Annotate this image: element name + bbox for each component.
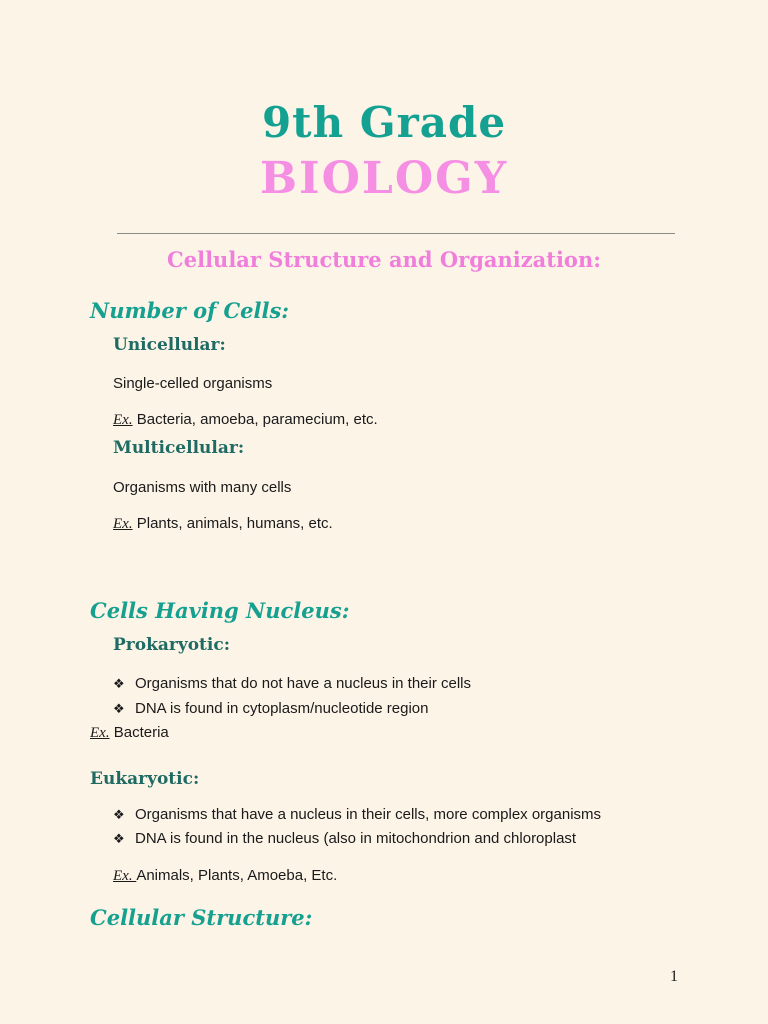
multicellular-example: [113, 515, 333, 533]
example-label: Ex.: [113, 516, 133, 532]
list-item: [113, 700, 429, 717]
list-item: [113, 675, 471, 692]
diamond-bullet-icon: ❖: [113, 702, 125, 717]
list-item-text: Organisms that do not have a nucleus in their cells: [135, 675, 472, 692]
page-number: 1: [670, 968, 678, 985]
subheading-eukaryotic: Eukaryotic:: [90, 769, 200, 789]
unicellular-example: [113, 411, 378, 429]
section-title: Cellular Structure and Organization:: [167, 247, 601, 272]
diamond-bullet-icon: ❖: [113, 808, 125, 823]
subheading-multicellular: Multicellular:: [113, 438, 245, 458]
eukaryotic-example: [113, 867, 337, 885]
list-item-text: DNA is found in the nucleus (also in mitochondrion and chloroplast: [135, 830, 577, 847]
example-label: Ex.: [113, 412, 133, 428]
multicellular-description: Organisms with many cells: [113, 479, 292, 496]
example-text: Bacteria, amoeba, paramecium, etc.: [132, 411, 378, 428]
diamond-bullet-icon: ❖: [113, 677, 125, 692]
heading-cellular-structure: Cellular Structure:: [90, 905, 313, 930]
title-grade: 9th Grade: [261, 98, 507, 147]
example-text: Plants, animals, humans, etc.: [132, 515, 333, 532]
example-text: Animals, Plants, Amoeba, Etc.: [136, 867, 338, 884]
example-label: Ex.: [90, 725, 110, 741]
list-item-text: Organisms that have a nucleus in their cells, more complex organisms: [135, 806, 602, 823]
list-item-text: DNA is found in cytoplasm/nucleotide region: [135, 700, 429, 717]
unicellular-description: Single-celled organisms: [113, 375, 273, 392]
title-subject: BIOLOGY: [259, 153, 509, 204]
example-text: Bacteria: [109, 724, 169, 741]
subheading-prokaryotic: Prokaryotic:: [113, 635, 230, 655]
prokaryotic-example: [90, 724, 169, 742]
subheading-unicellular: Unicellular:: [113, 335, 226, 355]
list-item: [113, 830, 576, 847]
heading-number-of-cells: Number of Cells:: [90, 298, 290, 323]
heading-cells-having-nucleus: Cells Having Nucleus:: [90, 598, 350, 623]
horizontal-divider: [117, 233, 675, 234]
example-label: Ex.: [113, 868, 137, 884]
list-item: [113, 806, 601, 823]
diamond-bullet-icon: ❖: [113, 832, 125, 847]
